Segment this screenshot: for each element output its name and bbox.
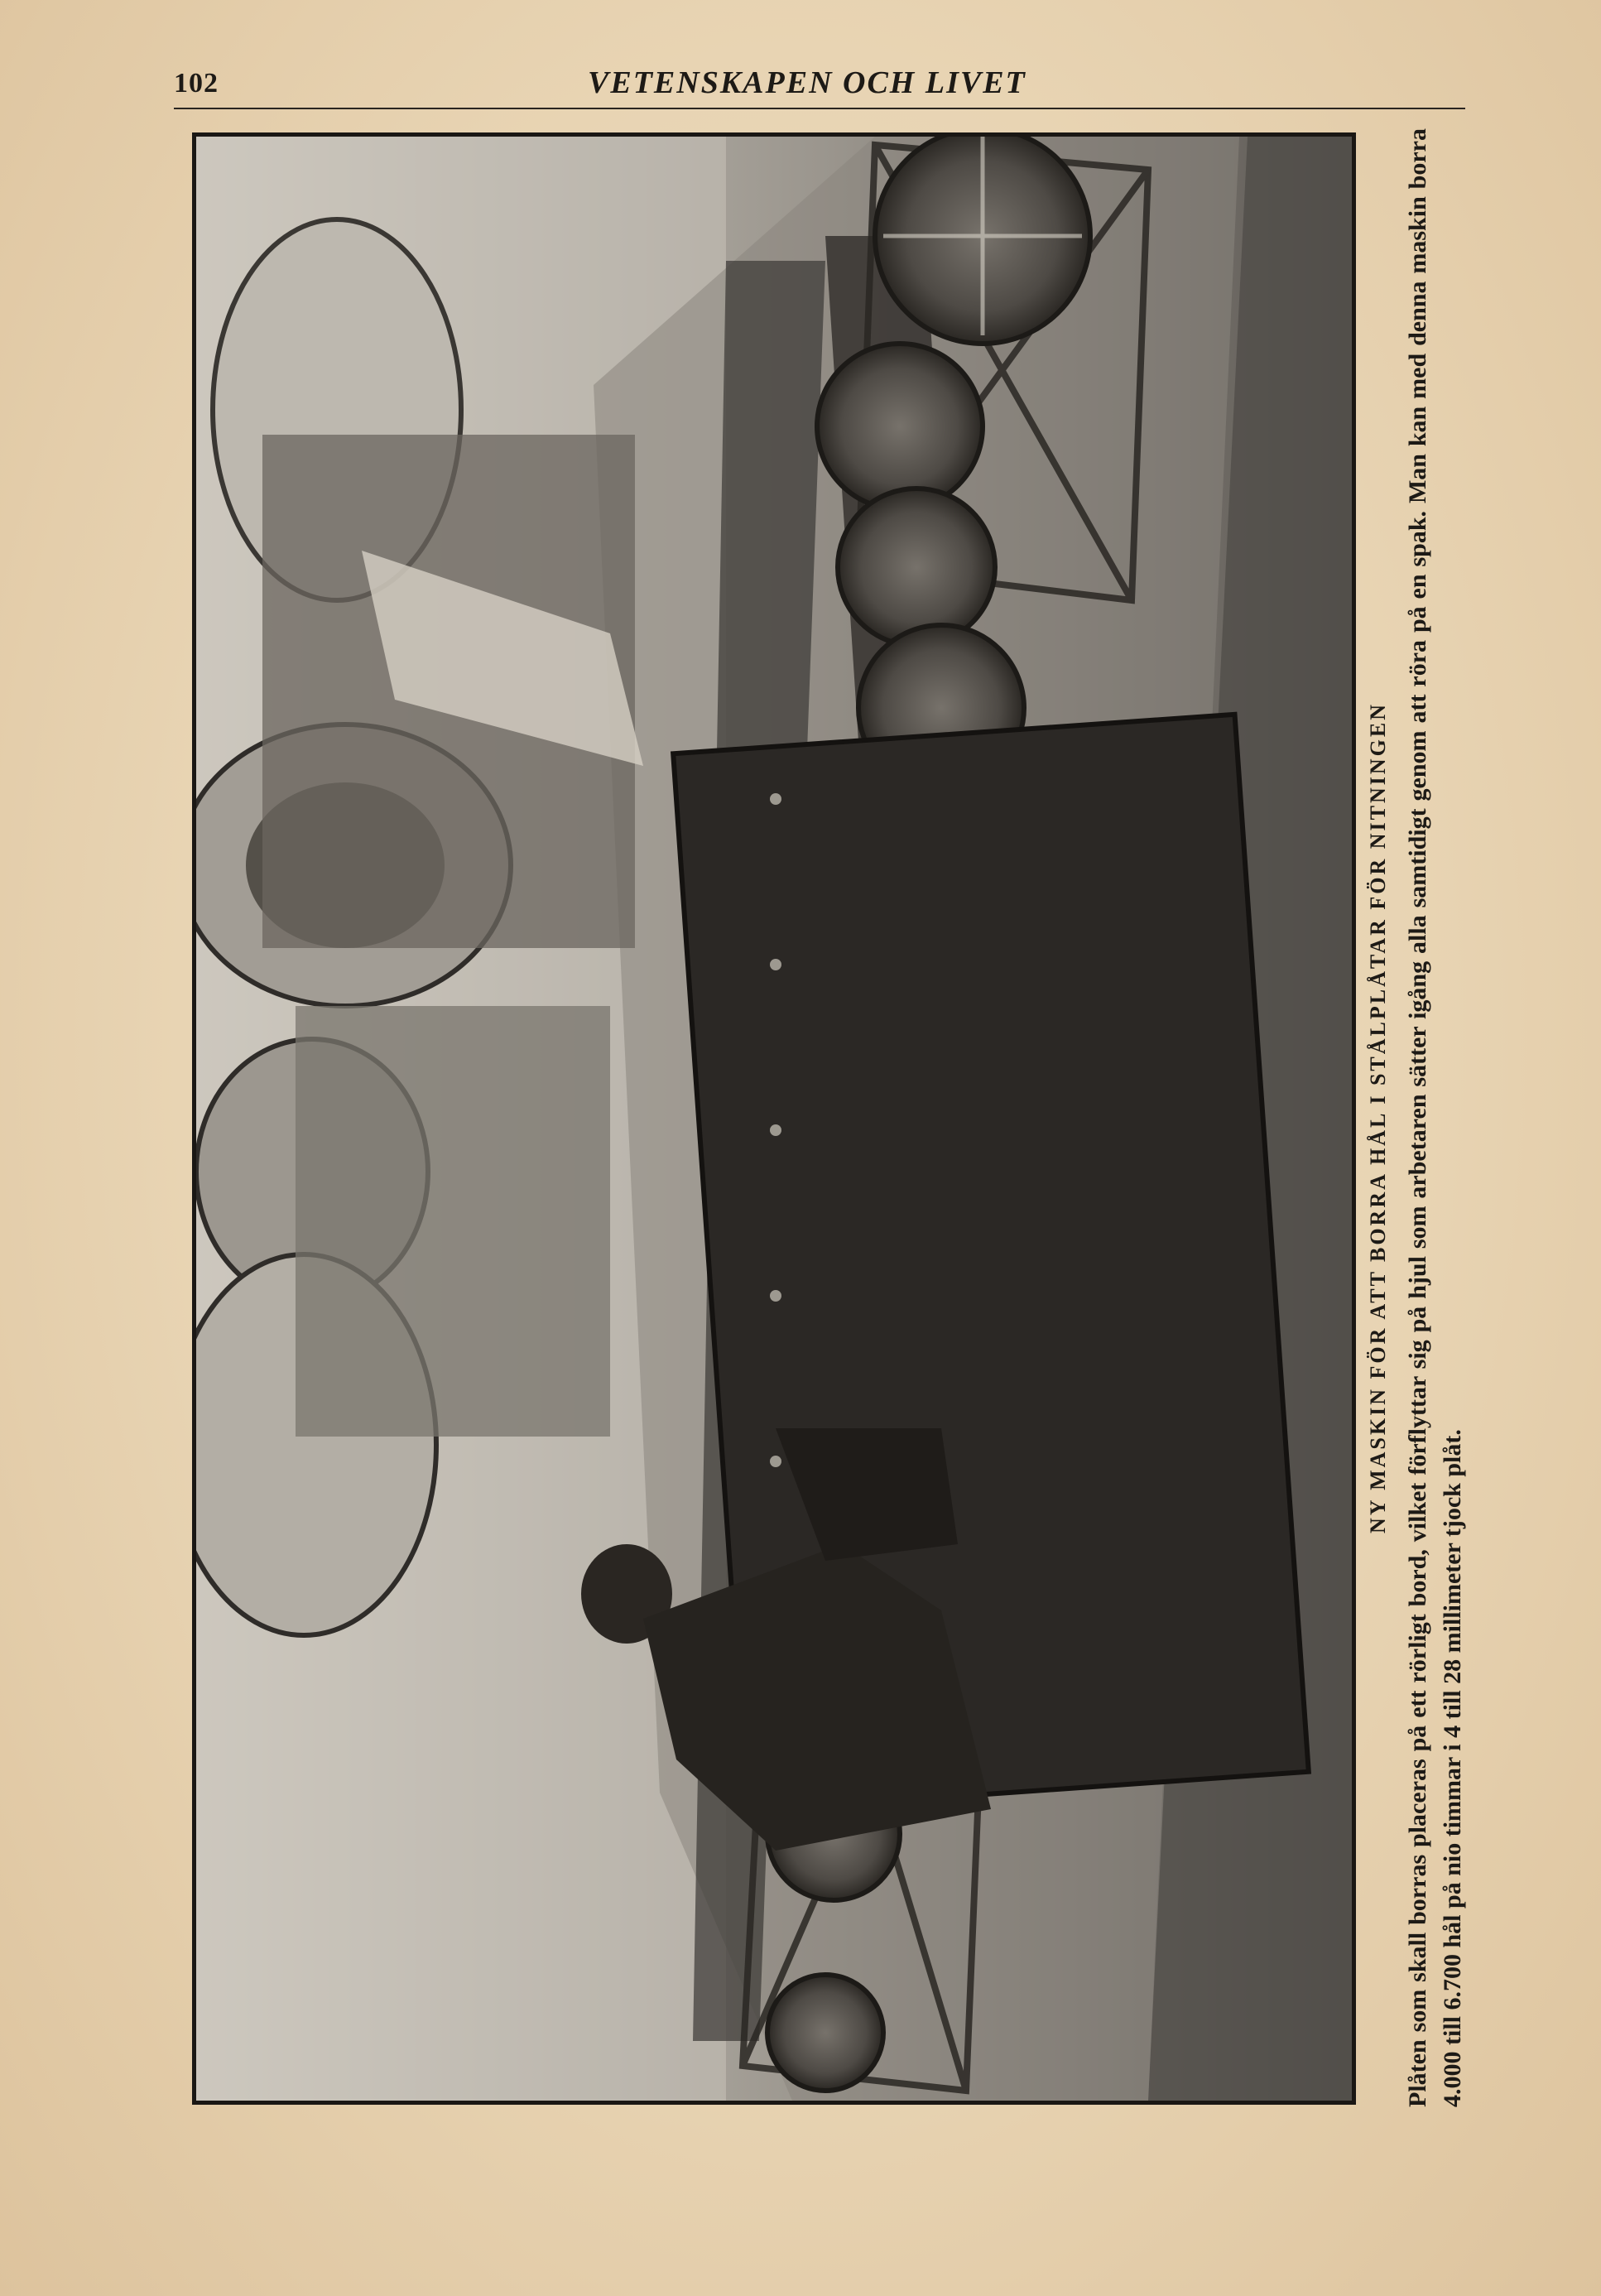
running-title: VETENSKAPEN OCH LIVET	[588, 65, 1026, 100]
figure-caption	[1366, 128, 1470, 2107]
page-number: 102	[174, 68, 219, 99]
machine-photograph	[192, 132, 1356, 2105]
drilling-machine-illustration	[196, 137, 1352, 2101]
caption-text: Plåten som skall borras placeras på ett rörligt bord, vilket förflyttar sig på hjul som arbetaren sätter igång alla samtidigt genom att röra på en spak. Man kan med denna maskin borra 4.000 till 6.700 hål på nio timmar i 4 till 28 millimeter tjock plåt.	[1404, 128, 1466, 2107]
page-header	[174, 65, 1465, 109]
caption-title: NY MASKIN FÖR ATT BORRA HÅL I STÅLPLÅTAR FÖR NITNINGEN	[1366, 702, 1390, 1533]
